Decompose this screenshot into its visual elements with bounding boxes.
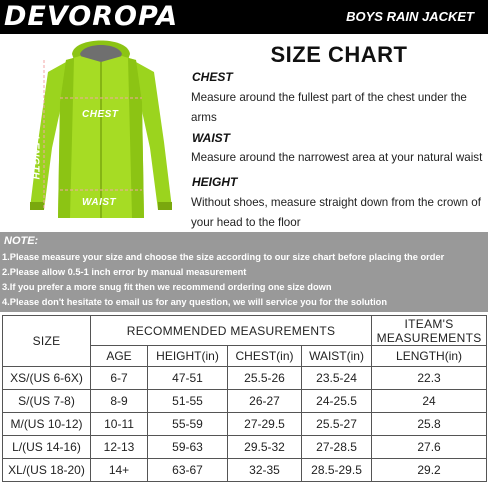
- height-cell: 59-63: [148, 436, 228, 459]
- table-row: [3, 367, 487, 390]
- age-cell: 8-9: [91, 390, 148, 413]
- chest-cell: 29.5-32: [228, 436, 302, 459]
- height-cell: 55-59: [148, 413, 228, 436]
- length-cell: 25.8: [372, 413, 487, 436]
- waist-cell: 28.5-29.5: [302, 459, 372, 482]
- column-header-chest: CHEST(in): [228, 346, 302, 367]
- age-cell: 6-7: [91, 367, 148, 390]
- size-cell: XL/(US 18-20): [3, 459, 91, 482]
- waist-heading: WAIST: [192, 131, 230, 145]
- column-header-length: LENGTH(in): [372, 346, 487, 367]
- notes-panel: [0, 232, 488, 312]
- table-row: [3, 459, 487, 482]
- waist-label: WAIST: [82, 197, 117, 208]
- header-bar: [0, 0, 488, 34]
- height-heading: HEIGHT: [192, 175, 238, 189]
- note-title: NOTE:: [4, 235, 39, 247]
- age-cell: 10-11: [91, 413, 148, 436]
- note-line: 2.Please allow 0.5-1 inch error by manual measurement: [2, 267, 247, 277]
- note-line: 4.Please don't hesitate to email us for any question, we will service you for the solution: [2, 297, 388, 307]
- chest-cell: 25.5-26: [228, 367, 302, 390]
- size-cell: M/(US 10-12): [3, 413, 91, 436]
- length-label: LENGTH: [29, 135, 41, 180]
- table-row: [3, 390, 487, 413]
- size-table: [2, 315, 487, 482]
- product-title: BOYS RAIN JACKET: [346, 9, 474, 24]
- waist-cell: 24-25.5: [302, 390, 372, 413]
- brand-logo: DEVOROPA: [4, 1, 179, 32]
- chest-heading: CHEST: [192, 70, 233, 84]
- chest-cell: 32-35: [228, 459, 302, 482]
- age-cell: 12-13: [91, 436, 148, 459]
- chest-cell: 27-29.5: [228, 413, 302, 436]
- note-line: 1.Please measure your size and choose the size according to our size chart before placing the order: [2, 252, 445, 262]
- table-row: [3, 413, 487, 436]
- length-cell: 27.6: [372, 436, 487, 459]
- jacket-image: [22, 32, 180, 224]
- waist-description: Measure around the narrowest area at your natural waist: [191, 151, 483, 164]
- waist-cell: 25.5-27: [302, 413, 372, 436]
- height-cell: 63-67: [148, 459, 228, 482]
- size-header: SIZE: [3, 316, 91, 367]
- column-header-age: AGE: [91, 346, 148, 367]
- age-cell: 14+: [91, 459, 148, 482]
- length-cell: 22.3: [372, 367, 487, 390]
- size-cell: L/(US 14-16): [3, 436, 91, 459]
- column-header-waist: WAIST(in): [302, 346, 372, 367]
- chest-cell: 26-27: [228, 390, 302, 413]
- jacket-illustration: [22, 32, 180, 224]
- waist-cell: 27-28.5: [302, 436, 372, 459]
- recommended-header: RECOMMENDED MEASUREMENTS: [91, 316, 372, 346]
- height-cell: 51-55: [148, 390, 228, 413]
- length-cell: 24: [372, 390, 487, 413]
- size-cell: XS/(US 6-6X): [3, 367, 91, 390]
- height-description: Without shoes, measure straight down from the crown of your head to the floor: [191, 196, 481, 229]
- note-line: 3.If you prefer a more snug fit then we recommend ordering one size down: [2, 282, 332, 292]
- height-cell: 47-51: [148, 367, 228, 390]
- iteam-header: ITEAM'S MEASUREMENTS: [372, 316, 487, 346]
- table-row: [3, 436, 487, 459]
- chest-description: Measure around the fullest part of the chest under the arms: [191, 91, 467, 124]
- chest-label: CHEST: [82, 109, 119, 120]
- length-cell: 29.2: [372, 459, 487, 482]
- waist-cell: 23.5-24: [302, 367, 372, 390]
- size-cell: S/(US 7-8): [3, 390, 91, 413]
- column-header-height: HEIGHT(in): [148, 346, 228, 367]
- size-chart-title: SIZE CHART: [270, 42, 408, 67]
